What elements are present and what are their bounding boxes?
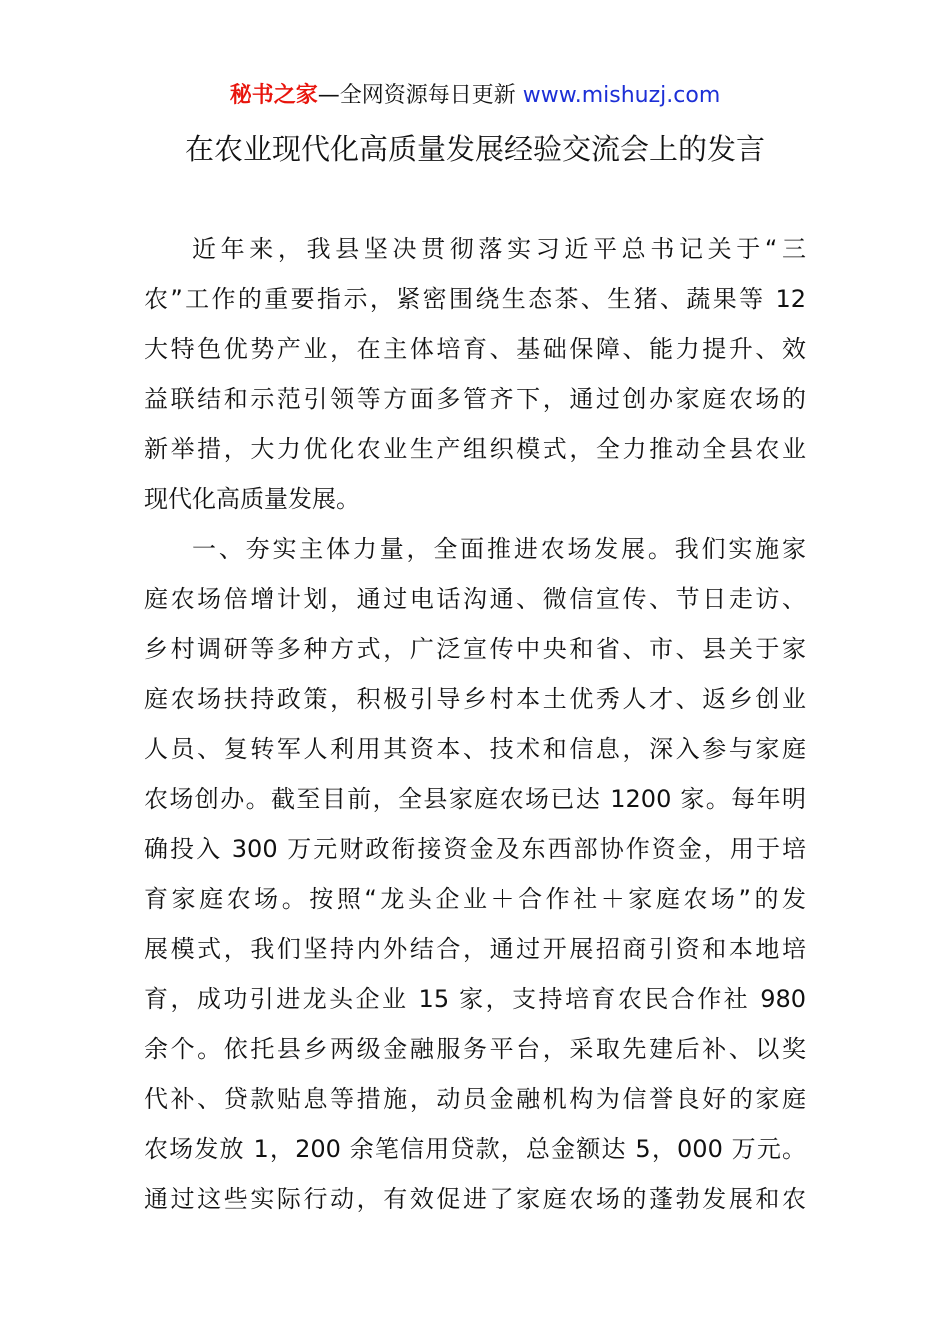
text-line: 确投入 300 万元财政衔接资金及东西部协作资金，用于培	[144, 835, 806, 863]
text-line: 大特色优势产业，在主体培育、基础保障、能力提升、效	[144, 335, 806, 363]
text-line: 新举措，大力优化农业生产组织模式，全力推动全县农业	[144, 435, 806, 463]
header-tagline: —全网资源每日更新	[317, 83, 523, 108]
site-header	[0, 80, 950, 112]
document-title: 在农业现代化高质量发展经验交流会上的发言	[184, 132, 765, 166]
section-heading-line: 一、夯实主体力量，全面推进农场发展。我们实施家	[192, 535, 806, 563]
text-line: 展模式，我们坚持内外结合，通过开展招商引资和本地培	[144, 935, 806, 963]
document-body	[144, 224, 806, 1224]
text-line: 庭农场倍增计划，通过电话沟通、微信宣传、节日走访、	[144, 585, 806, 613]
text-line: 农”工作的重要指示，紧密围绕生态茶、生猪、蔬果等 12	[144, 285, 806, 313]
text-line: 农场发放 1，200 余笔信用贷款，总金额达 5，000 万元。	[144, 1135, 806, 1163]
text-line: 人员、复转军人利用其资本、技术和信息，深入参与家庭	[144, 735, 806, 763]
text-line: 通过这些实际行动，有效促进了家庭农场的蓬勃发展和农	[144, 1185, 806, 1213]
text-line: 育，成功引进龙头企业 15 家，支持培育农民合作社 980	[144, 985, 806, 1013]
site-url-link[interactable]: www.mishuzj.com	[522, 83, 721, 108]
text-line: 现代化高质量发展。	[144, 485, 360, 513]
brand-name: 秘书之家	[229, 83, 318, 108]
text-line: 余个。依托县乡两级金融服务平台，采取先建后补、以奖	[144, 1035, 806, 1063]
text-line: 庭农场扶持政策，积极引导乡村本土优秀人才、返乡创业	[144, 685, 806, 713]
text-line: 育家庭农场。按照“龙头企业＋合作社＋家庭农场”的发	[144, 885, 806, 913]
text-line: 近年来，我县坚决贯彻落实习近平总书记关于“三	[192, 235, 806, 263]
text-line: 益联结和示范引领等方面多管齐下，通过创办家庭农场的	[144, 385, 806, 413]
text-line: 乡村调研等多种方式，广泛宣传中央和省、市、县关于家	[144, 635, 806, 663]
text-line: 农场创办。截至目前，全县家庭农场已达 1200 家。每年明	[144, 785, 806, 813]
text-line: 代补、贷款贴息等措施，动员金融机构为信誉良好的家庭	[144, 1085, 806, 1113]
